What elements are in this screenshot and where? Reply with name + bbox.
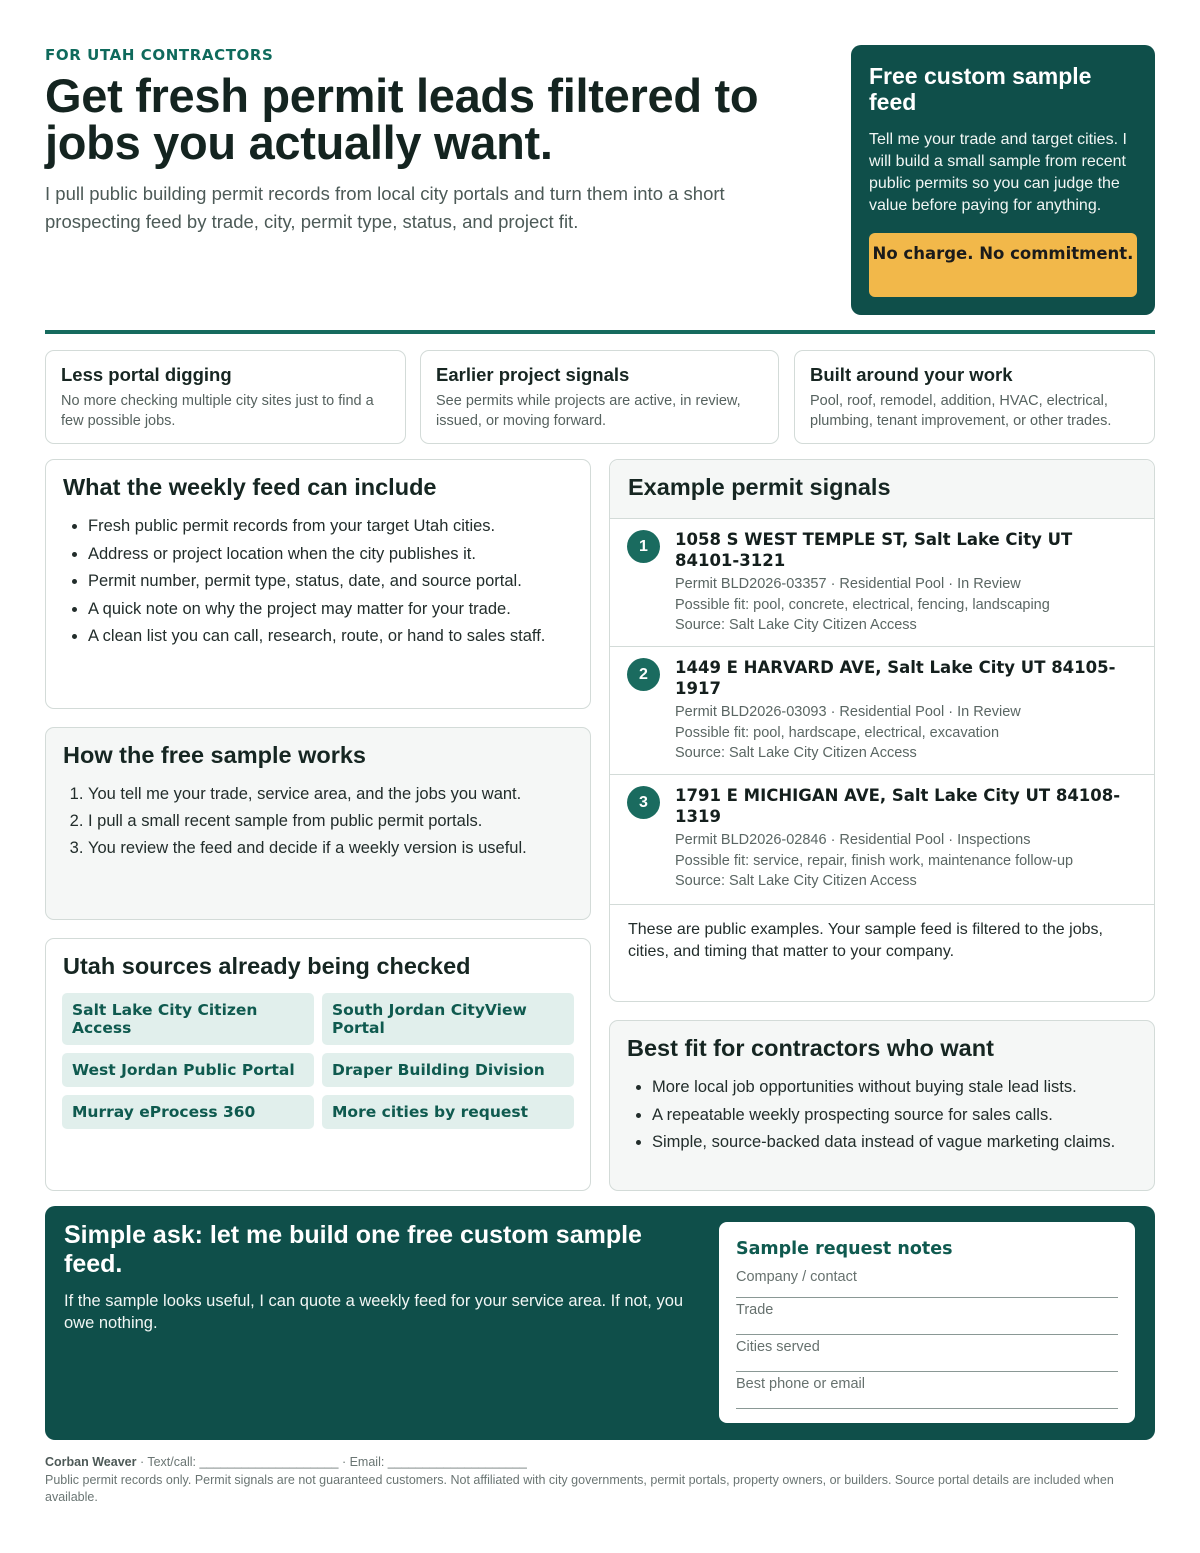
benefit-body: No more checking multiple city sites just to find a few possible jobs. [61, 393, 374, 429]
signals-footnote: These are public examples. Your sample feed is filtered to the jobs, cities, and timing that matter to your company. [628, 921, 1103, 960]
signal-permit: Permit BLD2026-02846 · Residential Pool · Inspections [675, 832, 1031, 848]
cta-title: Simple ask: let me build one free custom sample feed. [64, 1221, 642, 1278]
bestfit-panel [609, 1020, 1155, 1191]
list-item: • Fresh public permit records from your target Utah cities. [88, 513, 573, 541]
footer-contact-line [45, 1454, 1155, 1472]
footer-contact: · Text/call: ____________________ · Email: ____________________ [136, 1455, 527, 1469]
signal-fit: Possible fit: pool, hardscape, electrical, excavation [675, 724, 1000, 741]
sources-grid [62, 993, 574, 1129]
benefit-body: Pool, roof, remodel, addition, HVAC, electrical, plumbing, tenant improvement, or other trades. [810, 393, 1112, 429]
benefit-title: Built around your work [810, 364, 1013, 385]
page-title: Get fresh permit leads filtered to jobs you actually want. [45, 69, 759, 169]
signal-source: Source: Salt Lake City Citizen Access [675, 745, 917, 761]
signal-address: 1791 E MICHIGAN AVE, Salt Lake City UT 84108-1319 [675, 786, 1121, 826]
benefit-title: Less portal digging [61, 364, 232, 385]
no-charge-badge: No charge. No commitment. [869, 233, 1137, 297]
list-item: • Address or project location when the city publishes it. [88, 541, 573, 569]
list-item: • A clean list you can call, research, route, or hand to sales staff. [88, 623, 573, 651]
benefit-title: Earlier project signals [436, 364, 630, 385]
sources-title: Utah sources already being checked [63, 953, 471, 979]
signal-fit: Possible fit: pool, concrete, electrical, fencing, landscaping [675, 596, 1050, 613]
signals-title: Example permit signals [628, 474, 891, 500]
divider [45, 330, 1155, 334]
free-sample-body: Tell me your trade and target cities. I will build a small sample from recent public permits so you can judge the value before paying for anything. [869, 131, 1127, 214]
feed-title: What the weekly feed can include [63, 474, 437, 500]
signal-address: 1058 S WEST TEMPLE ST, Salt Lake City UT 84101-3121 [675, 530, 1073, 570]
eyebrow: FOR UTAH CONTRACTORS [45, 46, 274, 64]
signal-item [610, 519, 1154, 647]
source-chip: Draper Building Division [322, 1053, 574, 1087]
company-contact-field[interactable]: Company / contact [736, 1269, 1118, 1298]
signal-address: 1449 E HARVARD AVE, Salt Lake City UT 84105-1917 [675, 658, 1116, 698]
list-item: 3. You review the feed and decide if a weekly version is useful. [88, 835, 573, 862]
notes-title: Sample request notes [736, 1239, 953, 1259]
list-item: 1. You tell me your trade, service area, and the jobs you want. [88, 781, 573, 808]
footer-name: Corban Weaver [45, 1455, 137, 1469]
cities-served-field[interactable]: Cities served [736, 1335, 1118, 1372]
feed-list [63, 513, 573, 651]
free-sample-title: Free custom sample feed [869, 63, 1092, 115]
intro-text: I pull public building permit records from local city portals and turn them into a short prospecting feed by trade, city, permit type, status, and project fit. [45, 183, 725, 232]
signal-source: Source: Salt Lake City Citizen Access [675, 617, 917, 633]
list-item: • Permit number, permit type, status, date, and source portal. [88, 568, 573, 596]
cta-body: If the sample looks useful, I can quote a weekly feed for your service area. If not, you owe nothing. [64, 1292, 684, 1332]
source-chip: Salt Lake City Citizen Access [62, 993, 314, 1045]
signal-number: 3 [627, 786, 660, 819]
signal-item [610, 647, 1154, 775]
source-chip: South Jordan CityView Portal [322, 993, 574, 1045]
how-title: How the free sample works [63, 742, 366, 768]
signals-header [610, 460, 1154, 519]
list-item: • Simple, source-backed data instead of vague marketing claims. [652, 1129, 1137, 1157]
signal-number: 1 [627, 530, 660, 563]
cta-section [45, 1206, 1155, 1440]
signal-source: Source: Salt Lake City Citizen Access [675, 873, 917, 889]
benefit-card [420, 350, 779, 444]
signal-permit: Permit BLD2026-03357 · Residential Pool · In Review [675, 576, 1021, 592]
list-item: • A quick note on why the project may matter for your trade. [88, 596, 573, 624]
sample-request-notes [719, 1222, 1135, 1423]
source-chip: Murray eProcess 360 [62, 1095, 314, 1129]
source-chip: More cities by request [322, 1095, 574, 1129]
benefit-card [794, 350, 1155, 444]
list-item: • A repeatable weekly prospecting source for sales calls. [652, 1102, 1137, 1130]
signal-item [610, 775, 1154, 905]
signals-panel [609, 459, 1155, 1002]
phone-email-field[interactable]: Best phone or email [736, 1372, 1118, 1409]
how-panel [45, 727, 591, 920]
signal-number: 2 [627, 658, 660, 691]
source-chip: West Jordan Public Portal [62, 1053, 314, 1087]
list-item: • More local job opportunities without buying stale lead lists. [652, 1074, 1137, 1102]
trade-field[interactable]: Trade [736, 1298, 1118, 1335]
signal-permit: Permit BLD2026-03093 · Residential Pool · In Review [675, 704, 1021, 720]
signal-fit: Possible fit: service, repair, finish work, maintenance follow-up [675, 852, 1074, 869]
feed-panel [45, 459, 591, 709]
bestfit-list [627, 1074, 1137, 1157]
bestfit-title: Best fit for contractors who want [627, 1035, 994, 1061]
benefit-body: See permits while projects are active, in review, issued, or moving forward. [436, 393, 741, 429]
free-sample-card [851, 45, 1155, 315]
footer-disclaimer: Public permit records only. Permit signals are not guaranteed customers. Not affiliated with city governments, permit portals, property owners, or builders. Source portal details are included when available. [45, 1472, 1114, 1504]
list-item: 2. I pull a small recent sample from public permit portals. [88, 808, 573, 835]
benefit-card [45, 350, 406, 444]
how-steps [63, 781, 573, 862]
sources-panel [45, 938, 591, 1191]
footer [45, 1454, 1155, 1507]
